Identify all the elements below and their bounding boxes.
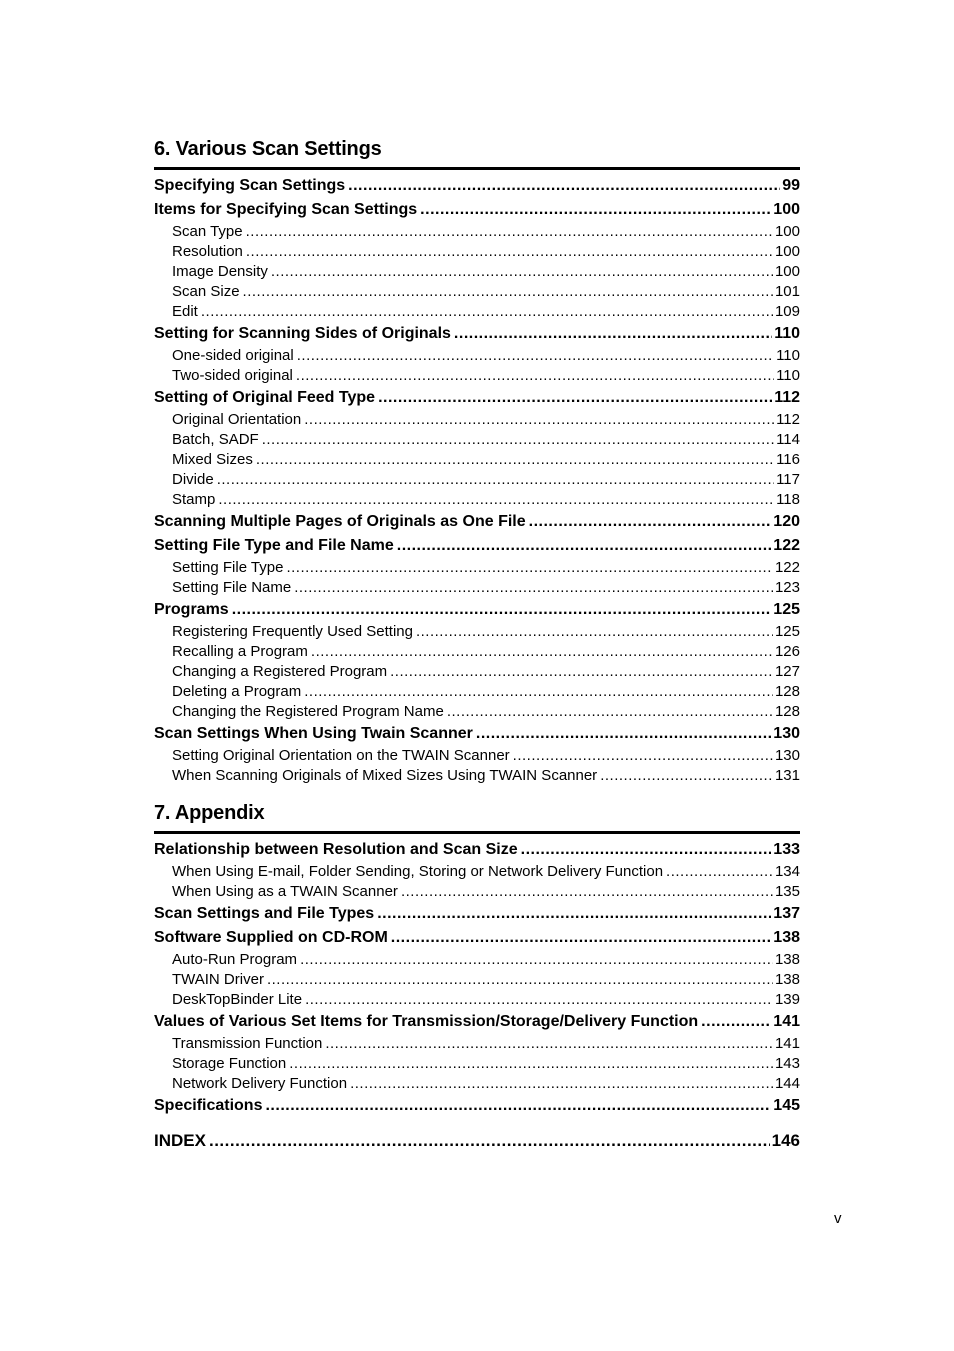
dot-leader — [325, 1034, 773, 1054]
chapter-gap — [154, 786, 800, 800]
toc-entry-label: DeskTopBinder Lite — [172, 991, 303, 1008]
toc-section-entry[interactable] — [154, 322, 800, 346]
toc-entry-label: Edit — [172, 303, 198, 320]
dot-leader — [201, 302, 773, 322]
dot-leader — [286, 558, 773, 578]
dot-leader — [476, 722, 771, 746]
table-of-contents — [154, 136, 800, 1154]
chapter-section — [154, 786, 800, 1118]
toc-entry-label: Values of Various Set Items for Transmission/Storage/Delivery Function — [154, 1013, 699, 1030]
toc-section-entry[interactable] — [154, 902, 800, 926]
toc-entry-page: 125 — [773, 601, 800, 618]
toc-entry-label: Stamp — [172, 491, 216, 508]
dot-leader — [529, 510, 772, 534]
toc-subsection-entry[interactable] — [154, 882, 800, 902]
dot-leader — [305, 990, 773, 1010]
toc-entry-label: Image Density — [172, 263, 268, 280]
chapter-title: 7. Appendix — [154, 802, 265, 824]
toc-entry-label: Relationship between Resolution and Scan Size — [154, 841, 518, 858]
dot-leader — [600, 766, 773, 786]
toc-entry-label: Specifying Scan Settings — [154, 177, 346, 194]
toc-section-entry[interactable] — [154, 534, 800, 558]
dot-leader — [416, 622, 773, 642]
toc-entry-page: 100 — [773, 201, 800, 218]
toc-subsection-entry[interactable] — [154, 1074, 800, 1094]
dot-leader — [267, 970, 773, 990]
toc-entry-page: 143 — [774, 1055, 800, 1072]
toc-subsection-entry[interactable] — [154, 702, 800, 722]
toc-subsection-entry[interactable] — [154, 766, 800, 786]
dot-leader — [218, 490, 774, 510]
toc-entry-page: 139 — [774, 991, 800, 1008]
dot-leader — [350, 1074, 773, 1094]
dot-leader — [447, 702, 773, 722]
toc-entry-page: 133 — [773, 841, 800, 858]
toc-entry-page: 100 — [774, 223, 800, 240]
toc-entry-page: 127 — [774, 663, 800, 680]
dot-leader — [209, 1128, 770, 1154]
dot-leader — [666, 862, 773, 882]
toc-entry-label: Storage Function — [172, 1055, 287, 1072]
toc-subsection-entry[interactable] — [154, 490, 800, 510]
dot-leader — [397, 534, 772, 558]
toc-subsection-entry[interactable] — [154, 970, 800, 990]
toc-entry-label: Setting File Type and File Name — [154, 537, 394, 554]
toc-subsection-entry[interactable] — [154, 430, 800, 450]
toc-entry-page: 100 — [774, 263, 800, 280]
toc-entry-page: 134 — [774, 863, 800, 880]
dot-leader — [454, 322, 772, 346]
toc-entry-label: Network Delivery Function — [172, 1075, 348, 1092]
toc-entry-page: 122 — [774, 559, 800, 576]
toc-index-entry[interactable] — [154, 1128, 800, 1154]
toc-entry-page: 138 — [774, 951, 800, 968]
toc-subsection-entry[interactable] — [154, 622, 800, 642]
toc-entry-page: 99 — [782, 177, 800, 194]
toc-entry-page: 128 — [774, 703, 800, 720]
toc-entry-page: 138 — [774, 971, 800, 988]
toc-section-entry[interactable] — [154, 722, 800, 746]
toc-entry-page: 117 — [776, 471, 800, 488]
dot-leader — [265, 1094, 771, 1118]
toc-entry-page: 138 — [773, 929, 800, 946]
dot-leader — [521, 838, 772, 862]
toc-entry-page: 135 — [774, 883, 800, 900]
dot-leader — [297, 346, 774, 366]
dot-leader — [262, 430, 774, 450]
toc-entry-page: 126 — [774, 643, 800, 660]
toc-subsection-entry[interactable] — [154, 558, 800, 578]
toc-entry-page: 114 — [776, 431, 800, 448]
toc-subsection-entry[interactable] — [154, 242, 800, 262]
toc-entry-label: Transmission Function — [172, 1035, 323, 1052]
toc-entry-label: Original Orientation — [172, 411, 302, 428]
toc-subsection-entry[interactable] — [154, 346, 800, 366]
toc-subsection-entry[interactable] — [154, 282, 800, 302]
dot-leader — [304, 682, 773, 702]
toc-entry-label: Mixed Sizes — [172, 451, 253, 468]
toc-entry-label: When Scanning Originals of Mixed Sizes Using TWAIN Scanner — [172, 767, 598, 784]
toc-section-entry[interactable] — [154, 838, 800, 862]
toc-subsection-entry[interactable] — [154, 642, 800, 662]
toc-section-entry[interactable] — [154, 386, 800, 410]
dot-leader — [232, 598, 772, 622]
dot-leader — [246, 242, 773, 262]
chapter-title: 6. Various Scan Settings — [154, 138, 382, 160]
toc-subsection-entry[interactable] — [154, 222, 800, 242]
toc-section-entry[interactable] — [154, 598, 800, 622]
toc-subsection-entry[interactable] — [154, 450, 800, 470]
dot-leader — [420, 198, 771, 222]
toc-subsection-entry[interactable] — [154, 862, 800, 882]
dot-leader — [401, 882, 773, 902]
toc-entry-label: Registering Frequently Used Setting — [172, 623, 413, 640]
toc-subsection-entry[interactable] — [154, 578, 800, 598]
toc-entry-label: Scan Size — [172, 283, 240, 300]
toc-section-entry[interactable] — [154, 198, 800, 222]
toc-entry-page: 110 — [776, 347, 800, 364]
toc-entry-page: 137 — [773, 905, 800, 922]
toc-entry-page: 141 — [774, 1035, 800, 1052]
toc-entry-page: 146 — [771, 1131, 800, 1150]
toc-subsection-entry[interactable] — [154, 470, 800, 490]
dot-leader — [377, 902, 771, 926]
toc-entry-label: Programs — [154, 601, 229, 618]
toc-section-entry[interactable] — [154, 926, 800, 950]
toc-entry-label: Setting File Type — [172, 559, 284, 576]
dot-leader — [256, 450, 774, 470]
toc-entry-page: 101 — [774, 283, 800, 300]
toc-subsection-entry[interactable] — [154, 410, 800, 430]
toc-entry-label: Deleting a Program — [172, 683, 302, 700]
page-number: v — [834, 1210, 842, 1227]
toc-entry-page: 123 — [774, 579, 800, 596]
toc-entry-label: Changing the Registered Program Name — [172, 703, 444, 720]
toc-entry-label: Setting File Name — [172, 579, 292, 596]
dot-leader — [294, 578, 773, 598]
toc-entry-label: Specifications — [154, 1097, 263, 1114]
dot-leader — [289, 1054, 773, 1074]
toc-subsection-entry[interactable] — [154, 366, 800, 386]
toc-entry-label: INDEX — [154, 1131, 206, 1150]
toc-entry-page: 110 — [776, 367, 800, 384]
toc-section-entry[interactable] — [154, 1010, 800, 1034]
toc-entry-page: 100 — [774, 243, 800, 260]
toc-entry-page: 144 — [774, 1075, 800, 1092]
toc-section-entry[interactable] — [154, 174, 800, 198]
dot-leader — [390, 662, 773, 682]
toc-entry-page: 130 — [773, 725, 800, 742]
toc-entry-page: 118 — [776, 491, 800, 508]
dot-leader — [296, 366, 774, 386]
toc-subsection-entry[interactable] — [154, 1054, 800, 1074]
toc-entry-label: Divide — [172, 471, 214, 488]
toc-entry-label: Setting for Scanning Sides of Originals — [154, 325, 451, 342]
toc-entry-page: 125 — [774, 623, 800, 640]
toc-entry-page: 112 — [774, 389, 800, 406]
toc-entry-label: Scan Settings and File Types — [154, 905, 375, 922]
toc-entry-page: 141 — [773, 1013, 800, 1030]
toc-entry-page: 116 — [776, 451, 800, 468]
toc-entry-label: Changing a Registered Program — [172, 663, 388, 680]
dot-leader — [701, 1010, 771, 1034]
dot-leader — [513, 746, 773, 766]
toc-subsection-entry[interactable] — [154, 302, 800, 322]
chapter-rule — [154, 167, 800, 170]
toc-entry-label: Software Supplied on CD-ROM — [154, 929, 388, 946]
dot-leader — [243, 282, 773, 302]
dot-leader — [271, 262, 773, 282]
dot-leader — [391, 926, 772, 950]
toc-entry-label: TWAIN Driver — [172, 971, 264, 988]
toc-entry-label: Scan Type — [172, 223, 243, 240]
toc-entry-label: When Using E-mail, Folder Sending, Storing or Network Delivery Function — [172, 863, 664, 880]
toc-entry-label: Auto-Run Program — [172, 951, 298, 968]
dot-leader — [246, 222, 773, 242]
toc-entry-label: Batch, SADF — [172, 431, 259, 448]
toc-subsection-entry[interactable] — [154, 662, 800, 682]
toc-entry-page: 145 — [773, 1097, 800, 1114]
toc-entry-label: Setting of Original Feed Type — [154, 389, 376, 406]
dot-leader — [304, 410, 774, 430]
toc-entry-page: 110 — [774, 325, 800, 342]
toc-section-entry[interactable] — [154, 510, 800, 534]
toc-entry-label: Recalling a Program — [172, 643, 308, 660]
dot-leader — [300, 950, 773, 970]
toc-subsection-entry[interactable] — [154, 950, 800, 970]
toc-entry-page: 130 — [774, 747, 800, 764]
dot-leader — [378, 386, 772, 410]
toc-entry-label: One-sided original — [172, 347, 294, 364]
toc-entry-page: 120 — [773, 513, 800, 530]
toc-entry-label: Scan Settings When Using Twain Scanner — [154, 725, 473, 742]
toc-entry-label: When Using as a TWAIN Scanner — [172, 883, 398, 900]
toc-entry-label: Two-sided original — [172, 367, 293, 384]
toc-entry-label: Scanning Multiple Pages of Originals as One File — [154, 513, 526, 530]
dot-leader — [311, 642, 773, 662]
chapter-section — [154, 136, 800, 786]
toc-subsection-entry[interactable] — [154, 990, 800, 1010]
toc-entry-page: 128 — [774, 683, 800, 700]
dot-leader — [217, 470, 774, 490]
toc-entry-label: Resolution — [172, 243, 243, 260]
toc-entry-label: Setting Original Orientation on the TWAIN Scanner — [172, 747, 510, 764]
toc-subsection-entry[interactable] — [154, 746, 800, 766]
toc-section-entry[interactable] — [154, 1094, 800, 1118]
toc-subsection-entry[interactable] — [154, 1034, 800, 1054]
toc-subsection-entry[interactable] — [154, 682, 800, 702]
toc-entry-page: 109 — [774, 303, 800, 320]
toc-entry-page: 112 — [776, 411, 800, 428]
toc-entry-page: 122 — [773, 537, 800, 554]
toc-entry-label: Items for Specifying Scan Settings — [154, 201, 418, 218]
chapter-rule — [154, 831, 800, 834]
toc-subsection-entry[interactable] — [154, 262, 800, 282]
dot-leader — [348, 174, 780, 198]
toc-entry-page: 131 — [774, 767, 800, 784]
